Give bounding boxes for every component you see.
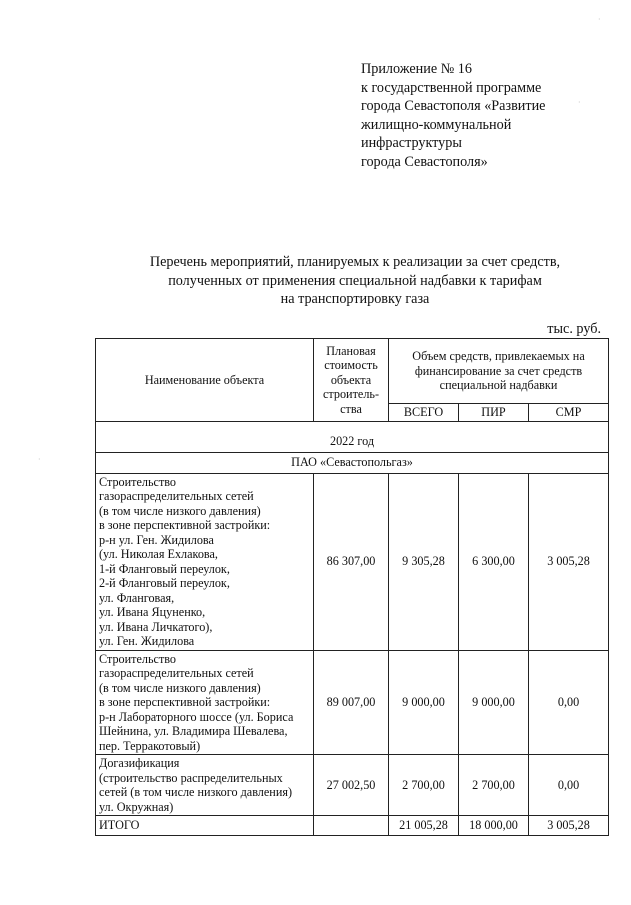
scan-speck: · — [578, 98, 581, 107]
smr-cell: 0,00 — [529, 755, 609, 816]
object-name-line: в зоне перспективной застройки: — [99, 518, 271, 532]
company-label: ПАО «Севастопольгаз» — [96, 452, 609, 473]
cost-cell: 27 002,50 — [314, 755, 389, 816]
object-name — [96, 473, 314, 650]
company-row — [96, 452, 609, 473]
cost-cell: 89 007,00 — [314, 650, 389, 755]
total-pir-cell: 18 000,00 — [459, 816, 529, 836]
object-name-line: Строительство — [99, 651, 177, 666]
title-line: на транспортировку газа — [280, 291, 430, 307]
object-name-line: газораспределительных сетей — [99, 666, 254, 680]
header-name: Наименование объекта — [96, 339, 314, 422]
object-name-line: р-н Лабораторного шоссе (ул. Бориса — [99, 709, 294, 724]
object-name-line: 1-й Фланговый переулок, — [99, 561, 230, 576]
header-smr: СМР — [529, 404, 609, 422]
header-cost-line: ства — [340, 401, 362, 416]
pir-cell: 2 700,00 — [459, 755, 529, 816]
header-volume-line: специальной надбавки — [439, 378, 558, 393]
header-volume-line: финансирование за счет средств — [414, 363, 583, 378]
header-pir: ПИР — [459, 404, 529, 422]
object-name-line: (в том числе низкого давления) — [99, 680, 261, 695]
object-name-line: (ул. Николая Ехлакова, — [99, 547, 218, 561]
total-cell: 2 700,00 — [389, 755, 459, 816]
object-name-line: пер. Терракотовый) — [99, 738, 201, 753]
header-cost-line: Плановая — [326, 343, 376, 358]
total-total-cell: 21 005,28 — [389, 816, 459, 836]
object-name — [96, 650, 314, 755]
pir-cell: 6 300,00 — [459, 473, 529, 650]
object-name-line: ул. Ивана Яцуненко, — [99, 605, 206, 619]
object-name-line: 2-й Фланговый переулок, — [99, 576, 230, 590]
object-name-line: (в том числе низкого давления) — [99, 503, 261, 518]
appendix-line: города Севастополя «Развитие — [361, 98, 546, 115]
appendix-line: города Севастополя» — [361, 153, 488, 170]
object-name-line: сетей (в том числе низкого давления) — [99, 785, 293, 799]
units-label: тыс. руб. — [547, 321, 601, 337]
object-name-line: ул. Окружная) — [99, 799, 174, 814]
spacer-row — [96, 421, 609, 432]
total-cost-cell — [314, 816, 389, 836]
table-row — [96, 650, 609, 755]
pir-cell: 9 000,00 — [459, 650, 529, 755]
document-title — [100, 253, 610, 309]
object-name — [96, 755, 314, 816]
object-name-line: газораспределительных сетей — [99, 489, 254, 503]
header-row — [96, 339, 609, 404]
object-name-line: Шейнина, ул. Владимира Шевалева, — [99, 724, 288, 738]
cost-cell: 86 307,00 — [314, 473, 389, 650]
object-name-line: ул. Фланговая, — [99, 590, 175, 605]
header-volume-line: Объем средств, привлекаемых на — [412, 349, 585, 364]
measures-table — [95, 338, 609, 836]
appendix-line: Приложение № 16 — [361, 61, 472, 77]
object-name-line: в зоне перспективной застройки: — [99, 695, 271, 709]
year-row — [96, 432, 609, 453]
appendix-line: к государственной программе — [361, 79, 542, 96]
appendix-line: жилищно-коммунальной — [361, 116, 512, 133]
smr-cell: 0,00 — [529, 650, 609, 755]
appendix-block — [361, 60, 601, 172]
object-name-line: ул. Ген. Жидилова — [99, 634, 195, 648]
total-smr-cell: 3 005,28 — [529, 816, 609, 836]
header-cost-line: строитель- — [322, 387, 380, 401]
table-row — [96, 755, 609, 816]
total-cell: 9 305,28 — [389, 473, 459, 650]
object-name-line: ул. Ивана Личкатого), — [99, 619, 213, 634]
year-label: 2022 год — [96, 432, 609, 453]
object-name-line: Строительство — [99, 474, 177, 489]
header-cost — [314, 339, 389, 422]
object-name-line: Догазификация — [99, 756, 180, 770]
total-row — [96, 816, 609, 836]
total-cell: 9 000,00 — [389, 650, 459, 755]
appendix-line: инфраструктуры — [361, 135, 462, 152]
title-line: Перечень мероприятий, планируемых к реализации за счет средств, — [149, 254, 561, 270]
header-volume — [389, 339, 609, 404]
scan-speck: · — [598, 15, 601, 24]
scan-speck: · — [38, 455, 41, 464]
object-name-line: р-н ул. Ген. Жидилова — [99, 532, 214, 547]
header-cost-line: объекта — [330, 372, 372, 387]
title-line: полученных от применения специальной надбавки к тарифам — [168, 272, 542, 289]
total-label: ИТОГО — [96, 816, 314, 836]
smr-cell: 3 005,28 — [529, 473, 609, 650]
object-name-line: (строительство распределительных — [99, 770, 283, 785]
table-row — [96, 473, 609, 650]
header-total: ВСЕГО — [389, 404, 459, 422]
header-cost-line: стоимость — [324, 358, 378, 372]
